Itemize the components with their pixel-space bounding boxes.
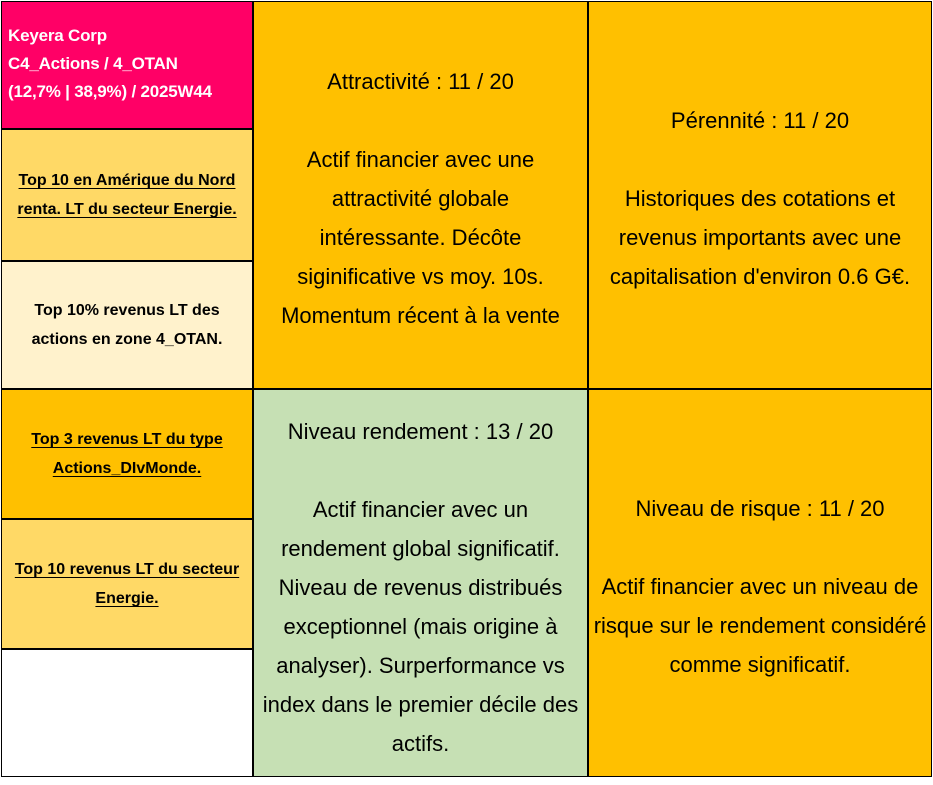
perennite-description: Historiques des cotations et revenus importants avec une capitalisation d'environ 0.6 G€. <box>609 186 911 289</box>
risque-description: Actif financier avec un niveau de risque sur le rendement considéré comme significatif. <box>593 574 927 677</box>
ranking-label-text[interactable]: Top 3 revenus LT du type Actions_DIvMonde. <box>31 431 223 477</box>
risque-panel <box>588 389 932 777</box>
asset-header <box>1 1 253 129</box>
ranking-label-text: Top 10% revenus LT des actions en zone 4_OTAN. <box>31 302 223 348</box>
attractivite-title: Attractivité : 11 / 20 <box>327 69 514 94</box>
ranking-label-energy-sector[interactable] <box>1 519 253 649</box>
ranking-label-text[interactable]: Top 10 en Amérique du Nord renta. LT du secteur Energie. <box>17 172 237 218</box>
asset-classification: C4_Actions / 4_OTAN <box>8 54 178 73</box>
risque-title: Niveau de risque : 11 / 20 <box>635 496 885 521</box>
ranking-label-divmonde[interactable] <box>1 389 253 519</box>
company-name: Keyera Corp <box>8 26 107 45</box>
attractivite-panel <box>253 1 588 389</box>
perennite-panel <box>588 1 932 389</box>
ranking-label-north-america[interactable] <box>1 129 253 261</box>
rendement-panel <box>253 389 588 777</box>
bottom-margin <box>0 777 933 785</box>
rendement-description: Actif financier avec un rendement global significatif. Niveau de revenus distribués exceptionnel (mais origine à analyser). Surperformance vs index dans le premier décile des actifs. <box>262 497 579 756</box>
asset-stats: (12,7% | 38,9%) / 2025W44 <box>8 82 212 101</box>
ranking-label-otan-zone <box>1 261 253 389</box>
ranking-label-empty <box>1 649 253 777</box>
attractivite-description: Actif financier avec une attractivité globale intéressante. Décôte siginificative vs moy. 10s. Momentum récent à la vente <box>281 147 560 328</box>
ranking-label-text[interactable]: Top 10 revenus LT du secteur Energie. <box>14 561 240 607</box>
rendement-title: Niveau rendement : 13 / 20 <box>287 419 554 444</box>
perennite-title: Pérennité : 11 / 20 <box>670 108 850 133</box>
